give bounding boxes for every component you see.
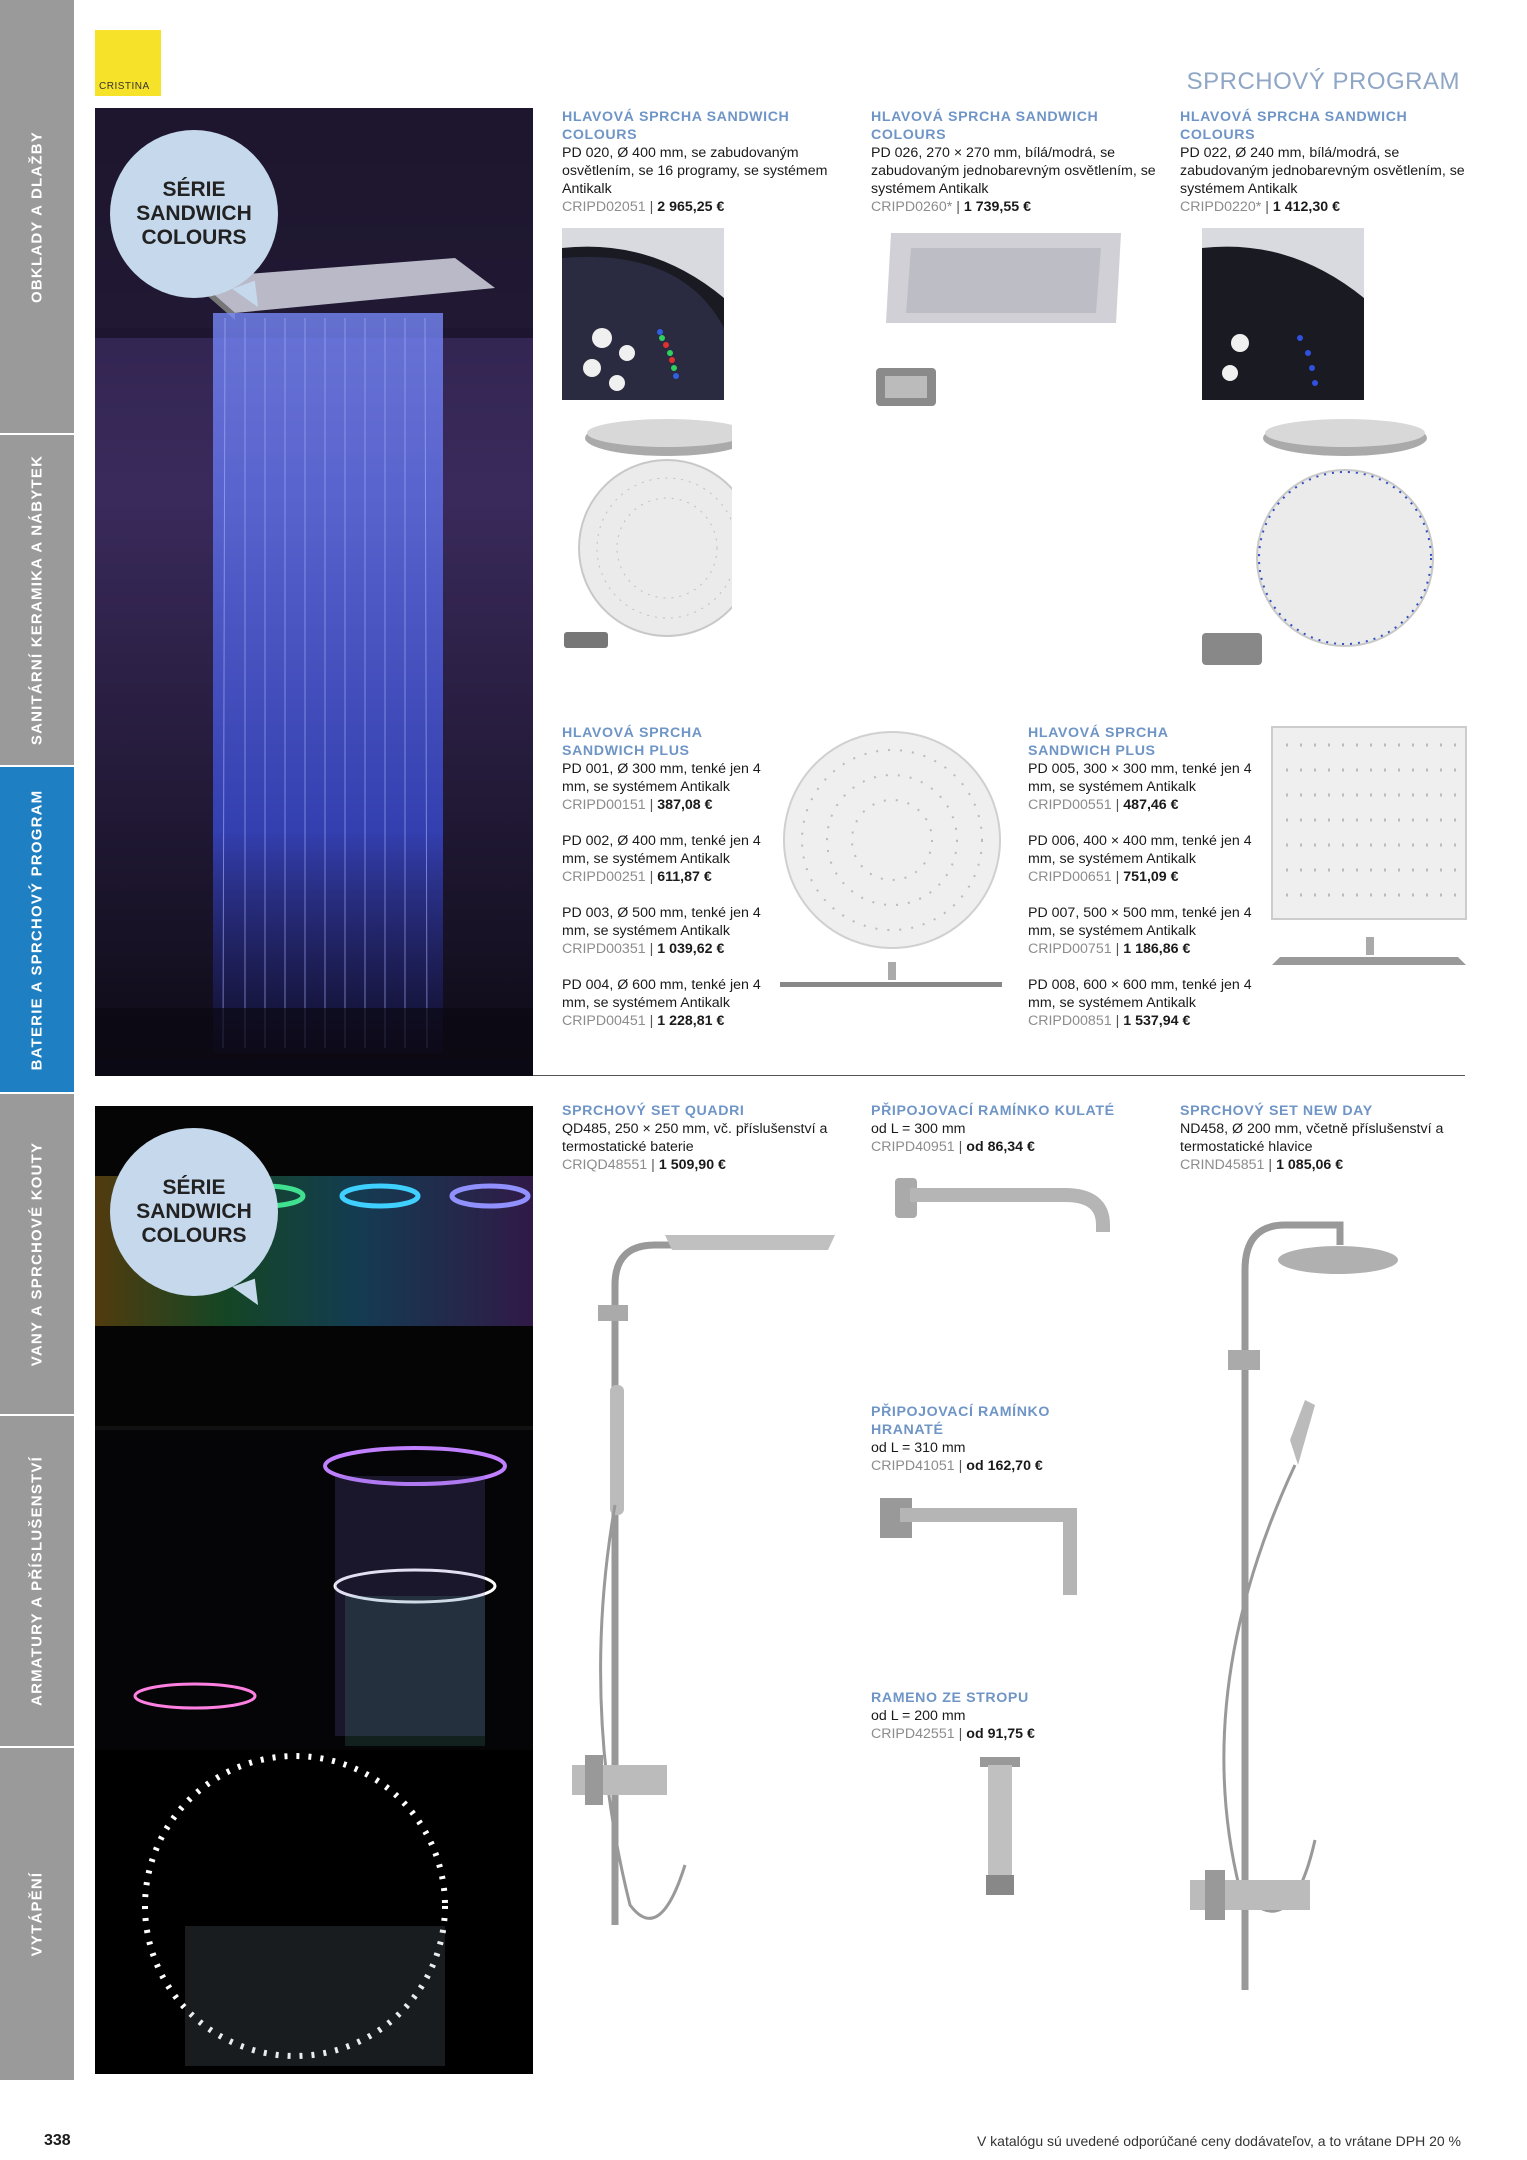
product-price: od 162,70 € bbox=[966, 1458, 1043, 1474]
brand-logo bbox=[95, 30, 161, 96]
product-desc: PD 007, 500 × 500 mm, tenké jen 4 mm, se systémem Antikalk bbox=[1028, 905, 1252, 939]
page-number: 338 bbox=[44, 2132, 71, 2149]
product-code: CRIPD42551 bbox=[871, 1726, 955, 1742]
image-pd022-shower bbox=[1180, 228, 1440, 668]
product-price: 1 509,90 € bbox=[658, 1157, 726, 1173]
product-ceiling-arm: RAMENO ZE STROPU od L = 200 mm CRIPD42551 | od 91,75 € bbox=[871, 1689, 1161, 1743]
product-price: od 91,75 € bbox=[966, 1726, 1035, 1742]
product-price: 1 186,86 € bbox=[1123, 941, 1191, 957]
product-price: 1 085,06 € bbox=[1276, 1157, 1344, 1173]
product-price: 1 412,30 € bbox=[1272, 199, 1340, 215]
image-arm-round bbox=[885, 1170, 1115, 1240]
product-desc: PD 003, Ø 500 mm, tenké jen 4 mm, se systémem Antikalk bbox=[562, 905, 761, 939]
section-title: SPRCHOVÝ PROGRAM bbox=[1186, 68, 1460, 95]
product-title: HLAVOVÁ SPRCHA SANDWICH COLOURS bbox=[562, 109, 790, 143]
product-code: CRIPD00151 bbox=[562, 797, 646, 813]
product-sandwich-plus-square: HLAVOVÁ SPRCHA SANDWICH PLUS PD 005, 300 × 300 mm, tenké jen 4 mm, se systémem Antikalk CRIPD00551 | 487,46 € PD 006, 400 × 400 mm, tenké jen 4 mm, se systémem Antikalk CRIPD00651 | 751,09 € PD 007, 500 × 500 mm, tenké jen 4 mm, se systémem Antikalk CRIPD00751 | 1 186,86 € PD 008, 600 × 600 mm, tenké jen 4 mm, se systémem Antikalk CRIPD00851 | 1 537,94 € bbox=[1028, 725, 1252, 1029]
product-desc: PD 006, 400 × 400 mm, tenké jen 4 mm, se systémem Antikalk bbox=[1028, 833, 1252, 867]
product-title: PŘIPOJOVACÍ RAMÍNKO KULATÉ bbox=[871, 1103, 1115, 1119]
product-pd020: HLAVOVÁ SPRCHA SANDWICH COLOURS PD 020, Ø 400 mm, se zabudovaným osvětlením, se 16 programy, se systémem Antikalk CRIPD02051 | 2 965,25 € bbox=[562, 108, 852, 216]
tab-vany[interactable] bbox=[0, 1094, 74, 1416]
tab-baterie[interactable] bbox=[0, 767, 74, 1094]
image-arm-square bbox=[875, 1490, 1085, 1605]
product-desc: PD 022, Ø 240 mm, bílá/modrá, se zabudovaným jednobarevným osvětlením, se systémem Antikalk bbox=[1180, 145, 1465, 197]
product-price: 387,08 € bbox=[657, 797, 713, 813]
product-code: CRIPD00851 bbox=[1028, 1013, 1112, 1029]
image-ceiling-arm bbox=[975, 1755, 1035, 1900]
product-code: CRIPD00451 bbox=[562, 1013, 646, 1029]
product-code: CRIPD00251 bbox=[562, 869, 646, 885]
product-title: HLAVOVÁ SPRCHA SANDWICH PLUS bbox=[562, 725, 703, 759]
image-newday-shower-set bbox=[1180, 1190, 1410, 2020]
product-code: CRIPD0220* bbox=[1180, 199, 1262, 215]
tab-label: ARMATURY A PŘÍSLUŠENSTVÍ bbox=[28, 1456, 46, 1706]
product-price: 1 739,55 € bbox=[963, 199, 1031, 215]
product-title: HLAVOVÁ SPRCHA SANDWICH COLOURS bbox=[1180, 109, 1408, 143]
product-pd022: HLAVOVÁ SPRCHA SANDWICH COLOURS PD 022, Ø 240 mm, bílá/modrá, se zabudovaným jednobarevným osvětlením, se systémem Antikalk CRIPD0220* | 1 412,30 € bbox=[1180, 108, 1470, 216]
product-arm-round: PŘIPOJOVACÍ RAMÍNKO KULATÉ od L = 300 mm CRIPD40951 | od 86,34 € bbox=[871, 1102, 1161, 1156]
product-code: CRIPD40951 bbox=[871, 1139, 955, 1155]
image-pd020-shower bbox=[562, 228, 732, 648]
product-code: CRIPD00551 bbox=[1028, 797, 1112, 813]
tab-label: OBKLADY A DLAŽBY bbox=[28, 130, 46, 303]
product-pd026: HLAVOVÁ SPRCHA SANDWICH COLOURS PD 026, 270 × 270 mm, bílá/modrá, se zabudovaným jednobarevným osvětlením, se systémem Antikalk CRIPD0260* | 1 739,55 € bbox=[871, 108, 1161, 216]
tab-label: SANITÁRNÍ KERAMIKA A NÁBYTEK bbox=[28, 454, 46, 746]
product-code: CRIPD0260* bbox=[871, 199, 953, 215]
tab-armatury[interactable] bbox=[0, 1416, 74, 1748]
product-sandwich-plus-round: HLAVOVÁ SPRCHA SANDWICH PLUS PD 001, Ø 300 mm, tenké jen 4 mm, se systémem Antikalk CRIPD00151 | 387,08 € PD 002, Ø 400 mm, tenké jen 4 mm, se systémem Antikalk CRIPD00251 | 611,87 € PD 003, Ø 500 mm, tenké jen 4 mm, se systémem Antikalk CRIPD00351 | 1 039,62 € PD 004, Ø 600 mm, tenké jen 4 mm, se systémem Antikalk CRIPD00451 | 1 228,81 € bbox=[562, 724, 777, 1030]
tab-label: BATERIE A SPRCHOVÝ PROGRAM bbox=[28, 789, 46, 1070]
product-desc: QD485, 250 × 250 mm, vč. příslušenství a termostatické baterie bbox=[562, 1121, 828, 1155]
product-quadri-set: SPRCHOVÝ SET QUADRI QD485, 250 × 250 mm, vč. příslušenství a termostatické baterie CRIQD48551 | 1 509,90 € bbox=[562, 1102, 852, 1174]
product-code: CRIPD00651 bbox=[1028, 869, 1112, 885]
product-desc: PD 001, Ø 300 mm, tenké jen 4 mm, se systémem Antikalk bbox=[562, 761, 761, 795]
product-desc: PD 004, Ø 600 mm, tenké jen 4 mm, se systémem Antikalk bbox=[562, 977, 761, 1011]
footer-note: V katalógu sú uvedené odporúčané ceny dodávateľov, a to vrátane DPH 20 % bbox=[976, 2133, 1461, 2149]
tab-vytapeni[interactable] bbox=[0, 1748, 74, 2080]
product-desc: PD 002, Ø 400 mm, tenké jen 4 mm, se systémem Antikalk bbox=[562, 833, 761, 867]
tab-label: VANY A SPRCHOVÉ KOUTY bbox=[28, 1141, 46, 1367]
product-desc: od L = 200 mm bbox=[871, 1708, 966, 1724]
product-code: CRIND45851 bbox=[1180, 1157, 1265, 1173]
product-price: 2 965,25 € bbox=[657, 199, 725, 215]
product-title: PŘIPOJOVACÍ RAMÍNKO HRANATÉ bbox=[871, 1404, 1051, 1438]
tab-sanitarni[interactable] bbox=[0, 435, 74, 767]
product-title: HLAVOVÁ SPRCHA SANDWICH COLOURS bbox=[871, 109, 1099, 143]
product-desc: ND458, Ø 200 mm, včetně příslušenství a termostatické hlavice bbox=[1180, 1121, 1444, 1155]
product-desc: PD 005, 300 × 300 mm, tenké jen 4 mm, se systémem Antikalk bbox=[1028, 761, 1252, 795]
product-code: CRIPD41051 bbox=[871, 1458, 955, 1474]
product-title: SPRCHOVÝ SET QUADRI bbox=[562, 1103, 745, 1119]
product-title: RAMENO ZE STROPU bbox=[871, 1690, 1029, 1706]
series-bubble-top: SÉRIE SANDWICH COLOURS bbox=[110, 130, 278, 298]
image-pd026-shower bbox=[871, 228, 1131, 418]
brand-name: CRISTINA bbox=[99, 81, 150, 92]
product-price: 611,87 € bbox=[657, 869, 712, 885]
product-desc: PD 008, 600 × 600 mm, tenké jen 4 mm, se systémem Antikalk bbox=[1028, 977, 1252, 1011]
image-sandwich-plus-round bbox=[780, 730, 1005, 1000]
product-code: CRIPD00751 bbox=[1028, 941, 1112, 957]
product-price: 1 039,62 € bbox=[657, 941, 725, 957]
section-divider bbox=[533, 1075, 1465, 1076]
product-title: HLAVOVÁ SPRCHA SANDWICH PLUS bbox=[1028, 725, 1169, 759]
image-sandwich-plus-square bbox=[1268, 725, 1470, 975]
product-newday-set: SPRCHOVÝ SET NEW DAY ND458, Ø 200 mm, včetně příslušenství a termostatické hlavice CRIND45851 | 1 085,06 € bbox=[1180, 1102, 1470, 1174]
tab-label: VYTÁPĚNÍ bbox=[28, 1871, 46, 1957]
product-code: CRIPD00351 bbox=[562, 941, 646, 957]
product-price: 1 537,94 € bbox=[1123, 1013, 1191, 1029]
tab-obklady[interactable] bbox=[0, 0, 74, 435]
product-desc: PD 026, 270 × 270 mm, bílá/modrá, se zabudovaným jednobarevným osvětlením, se systémem Antikalk bbox=[871, 145, 1156, 197]
product-price: 751,09 € bbox=[1123, 869, 1179, 885]
product-price: 1 228,81 € bbox=[657, 1013, 725, 1029]
product-desc: PD 020, Ø 400 mm, se zabudovaným osvětlením, se 16 programy, se systémem Antikalk bbox=[562, 145, 828, 197]
product-desc: od L = 310 mm bbox=[871, 1440, 966, 1456]
category-tab-rail bbox=[0, 0, 74, 2080]
product-code: CRIQD48551 bbox=[562, 1157, 648, 1173]
product-price: 487,46 € bbox=[1123, 797, 1179, 813]
product-desc: od L = 300 mm bbox=[871, 1121, 966, 1137]
product-title: SPRCHOVÝ SET NEW DAY bbox=[1180, 1103, 1373, 1119]
image-quadri-shower-set bbox=[570, 1205, 840, 1965]
product-price: od 86,34 € bbox=[966, 1139, 1035, 1155]
product-arm-square: PŘIPOJOVACÍ RAMÍNKO HRANATÉ od L = 310 mm CRIPD41051 | od 162,70 € bbox=[871, 1403, 1091, 1475]
product-code: CRIPD02051 bbox=[562, 199, 646, 215]
series-bubble-bottom: SÉRIE SANDWICH COLOURS bbox=[110, 1128, 278, 1296]
